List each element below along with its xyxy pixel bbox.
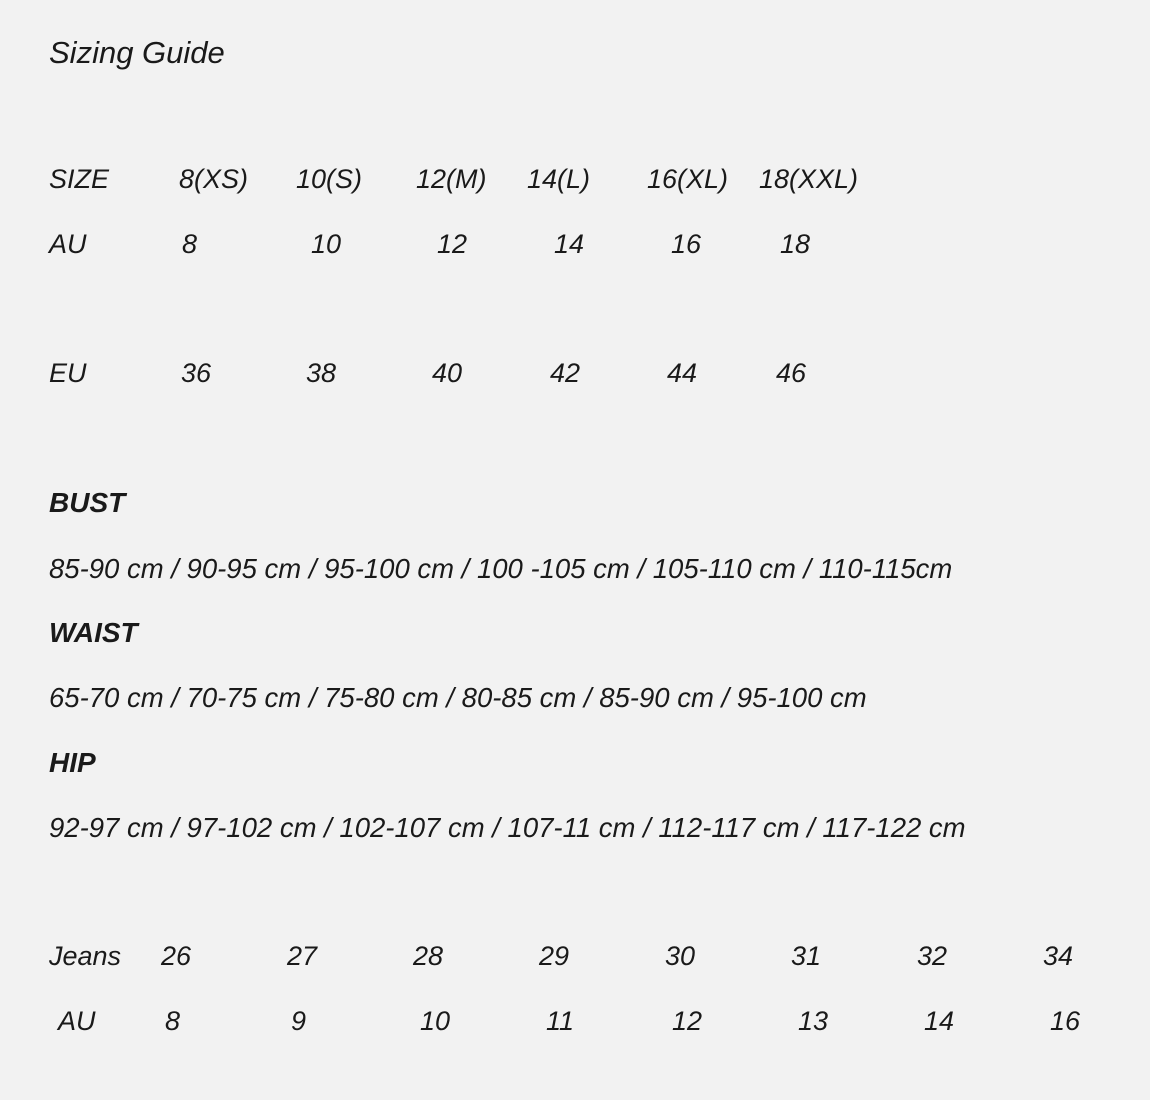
au-cell: 10 bbox=[311, 229, 342, 259]
size-cell: 8(XS) bbox=[179, 164, 249, 194]
size-cell: 16(XL) bbox=[647, 164, 729, 194]
eu-row-label: EU bbox=[49, 358, 87, 388]
jeans-cell: 31 bbox=[791, 941, 822, 971]
jeans-au-cell: 14 bbox=[924, 1006, 955, 1036]
size-cell: 12(M) bbox=[416, 164, 487, 194]
jeans-au-cell: 10 bbox=[420, 1006, 451, 1036]
size-row-label: SIZE bbox=[49, 164, 110, 194]
au-cell: 14 bbox=[554, 229, 585, 259]
jeans-row-label: Jeans bbox=[49, 941, 122, 971]
eu-cell: 46 bbox=[776, 358, 807, 388]
jeans-au-cell: 16 bbox=[1050, 1006, 1081, 1036]
jeans-cell: 26 bbox=[161, 941, 192, 971]
size-cell: 14(L) bbox=[527, 164, 591, 194]
jeans-cell: 30 bbox=[665, 941, 696, 971]
page-title: Sizing Guide bbox=[49, 35, 225, 70]
eu-cell: 40 bbox=[432, 358, 463, 388]
eu-cell: 42 bbox=[550, 358, 581, 388]
jeans-au-cell: 8 bbox=[165, 1006, 181, 1036]
eu-cell: 44 bbox=[667, 358, 698, 388]
jeans-au-cell: 13 bbox=[798, 1006, 829, 1036]
size-cell: 10(S) bbox=[296, 164, 363, 194]
size-cell: 18(XXL) bbox=[759, 164, 859, 194]
jeans-au-row-label: AU bbox=[58, 1006, 96, 1036]
hip-heading: HIP bbox=[49, 747, 96, 778]
eu-cell: 36 bbox=[181, 358, 212, 388]
jeans-cell: 29 bbox=[539, 941, 570, 971]
jeans-au-cell: 12 bbox=[672, 1006, 703, 1036]
au-row-label: AU bbox=[49, 229, 87, 259]
bust-heading: BUST bbox=[49, 487, 126, 518]
au-cell: 16 bbox=[671, 229, 702, 259]
au-cell: 8 bbox=[182, 229, 198, 259]
jeans-cell: 32 bbox=[917, 941, 948, 971]
bust-values: 85-90 cm / 90-95 cm / 95-100 cm / 100 -105 cm / 105-110 cm / 110-115cm bbox=[49, 553, 953, 584]
jeans-cell: 27 bbox=[287, 941, 318, 971]
waist-values: 65-70 cm / 70-75 cm / 75-80 cm / 80-85 cm / 85-90 cm / 95-100 cm bbox=[49, 682, 867, 713]
jeans-au-cell: 11 bbox=[546, 1006, 575, 1036]
hip-values: 92-97 cm / 97-102 cm / 102-107 cm / 107-11 cm / 112-117 cm / 117-122 cm bbox=[49, 812, 966, 843]
jeans-au-cell: 9 bbox=[291, 1006, 307, 1036]
jeans-cell: 34 bbox=[1043, 941, 1074, 971]
waist-heading: WAIST bbox=[49, 617, 138, 648]
jeans-cell: 28 bbox=[413, 941, 444, 971]
au-cell: 12 bbox=[437, 229, 468, 259]
eu-cell: 38 bbox=[306, 358, 337, 388]
au-cell: 18 bbox=[780, 229, 811, 259]
